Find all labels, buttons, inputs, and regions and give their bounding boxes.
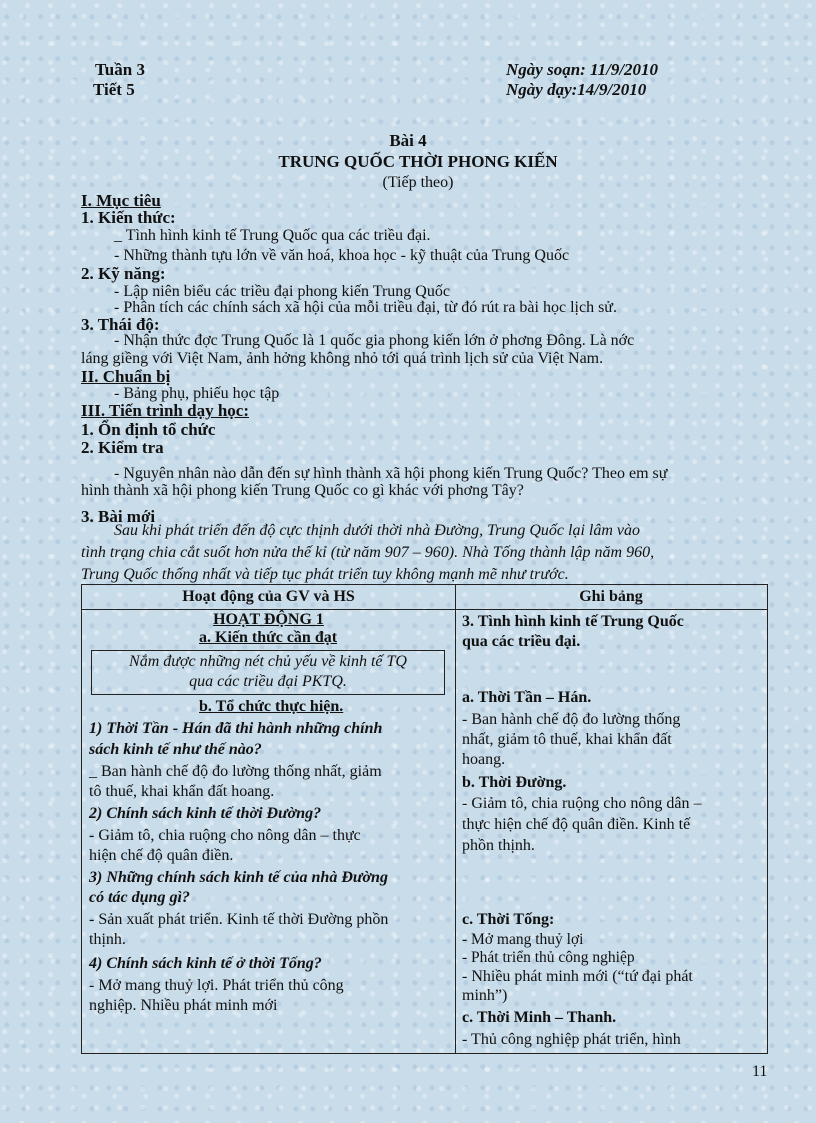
board-text: phồn thịnh. <box>462 837 535 854</box>
check-question: hình thành xã hội phong kiến Trung Quốc co gì khác với phơng Tây? <box>81 482 524 499</box>
objectives-heading: I. Mục tiêu <box>81 191 161 210</box>
board-text: minh”) <box>462 987 508 1004</box>
check-heading: 2. Kiểm tra <box>81 438 164 457</box>
board-text: hoang. <box>462 751 506 768</box>
check-question: - Nguyên nhân nào dẫn đến sự hình thành xã hội phong kiến Trung Quốc? Theo em sự <box>114 465 668 482</box>
preparation-item: - Bảng phụ, phiếu học tập <box>114 385 280 402</box>
knowledge-needed-heading: a. Kiến thức cần đạt <box>199 629 338 646</box>
board-text: nhất, giảm tô thuế, khai khẩn đất <box>462 731 672 748</box>
knowledge-item: - Những thành tựu lớn về văn hoá, khoa học - kỹ thuật của Trung Quốc <box>114 247 570 264</box>
board-text: - Ban hành chế độ đo lường thống <box>462 711 681 728</box>
week-label: Tuần 3 <box>95 60 145 79</box>
board-subheading-ming-qing: c. Thời Minh – Thanh. <box>462 1009 617 1026</box>
skills-item: - Lập niên biểu các triều đại phong kiến Trung Quốc <box>114 283 450 300</box>
activity-title: HOẠT ĐỘNG 1 <box>213 611 324 628</box>
lesson-table <box>81 584 768 1054</box>
objective-box <box>91 650 445 695</box>
objective-box-line: qua các triều đại PKTQ. <box>189 673 347 690</box>
knowledge-item: _ Tình hình kinh tế Trung Quốc qua các triều đại. <box>114 227 431 244</box>
intro-text: Trung Quốc thống nhất và tiếp tục phát triển tuy không mạnh mẽ như trước. <box>81 566 569 583</box>
board-text: - Thủ công nghiệp phát triển, hình <box>462 1031 681 1048</box>
board-text: thực hiện chế độ quân điền. Kinh tế <box>462 816 691 833</box>
question-3: 3) Những chính sách kinh tế của nhà Đường <box>89 869 388 886</box>
question-2: 2) Chính sách kinh tế thời Đường? <box>89 805 322 822</box>
answer-3: thịnh. <box>89 931 126 948</box>
date-taught: Ngày dạy:14/9/2010 <box>506 80 647 99</box>
col-header-activities: Hoạt động của GV và HS <box>182 588 355 605</box>
question-1: 1) Thời Tần - Hán đã thi hành những chính <box>89 720 383 737</box>
answer-4: nghiệp. Nhiều phát minh mới <box>89 997 278 1014</box>
question-4: 4) Chính sách kinh tế ở thời Tống? <box>89 955 322 972</box>
skills-heading: 2. Kỹ năng: <box>81 264 166 283</box>
answer-2: - Giảm tô, chia ruộng cho nông dân – thực <box>89 827 361 844</box>
board-text: - Nhiều phát minh mới (“tứ đại phát <box>462 968 693 985</box>
board-text: - Mở mang thuỷ lợi <box>462 931 584 948</box>
new-lesson-heading: 3. Bài mới <box>81 507 156 526</box>
answer-2: hiện chế độ quân điền. <box>89 847 234 864</box>
stabilize-heading: 1. Ổn định tổ chức <box>81 420 216 439</box>
board-heading-3: qua các triều đại. <box>462 633 581 650</box>
question-3: có tác dụng gì? <box>89 889 190 906</box>
col-header-board: Ghi bảng <box>579 588 643 605</box>
skills-item: - Phân tích các chính sách xã hội của mỗi triều đại, từ đó rút ra bài học lịch sử. <box>114 299 617 316</box>
objective-box-line: Nắm được những nét chủ yếu về kinh tế TQ <box>129 653 407 670</box>
process-heading: III. Tiến trình dạy học: <box>81 401 249 420</box>
board-subheading-tang: b. Thời Đường. <box>462 774 567 791</box>
board-text: - Phát triển thủ công nghiệp <box>462 949 635 966</box>
organize-heading: b. Tổ chức thực hiện. <box>199 698 344 715</box>
attitude-line: - Nhận thức đợc Trung Quốc là 1 quốc gia phong kiến lớn ở phơng Đông. Là nớc <box>114 332 635 349</box>
board-text: - Giảm tô, chia ruộng cho nông dân – <box>462 795 702 812</box>
board-subheading-qin-han: a. Thời Tần – Hán. <box>462 689 592 706</box>
intro-text: tình trạng chia cắt suốt hơn nửa thế kỉ (từ năm 907 – 960). Nhà Tống thành lập năm 960, <box>81 544 655 561</box>
date-prepared: Ngày soạn: 11/9/2010 <box>506 60 659 79</box>
page-number: 11 <box>752 1063 768 1080</box>
answer-1: _ Ban hành chế độ đo lường thống nhất, giảm <box>89 763 382 780</box>
preparation-heading: II. Chuẩn bị <box>81 367 171 386</box>
answer-3: - Sản xuất phát triển. Kinh tế thời Đường phồn <box>89 911 389 928</box>
answer-4: - Mở mang thuỷ lợi. Phát triển thủ công <box>89 977 344 994</box>
attitude-heading: 3. Thái độ: <box>81 315 160 334</box>
page-subtitle: (Tiếp theo) <box>382 174 454 191</box>
lesson-number: Bài 4 <box>389 131 427 150</box>
board-subheading-song: c. Thời Tống: <box>462 911 555 928</box>
knowledge-heading: 1. Kiến thức: <box>81 208 176 227</box>
answer-1: tô thuế, khai khẩn đất hoang. <box>89 783 275 800</box>
board-heading-3: 3. Tình hình kinh tế Trung Quốc <box>462 613 684 630</box>
page-title: TRUNG QUỐC THỜI PHONG KIẾN <box>278 152 558 171</box>
period-label: Tiết 5 <box>93 80 135 99</box>
attitude-line: láng giềng với Việt Nam, ảnh hởng không nhỏ tới quá trình lịch sử của Việt Nam. <box>81 350 604 367</box>
question-1: sách kinh tế như thế nào? <box>89 741 262 758</box>
column-divider <box>455 585 456 1053</box>
header-divider <box>82 609 767 610</box>
intro-text: Sau khi phát triển đến độ cực thịnh dưới thời nhà Đường, Trung Quốc lại lâm vào <box>114 522 640 539</box>
